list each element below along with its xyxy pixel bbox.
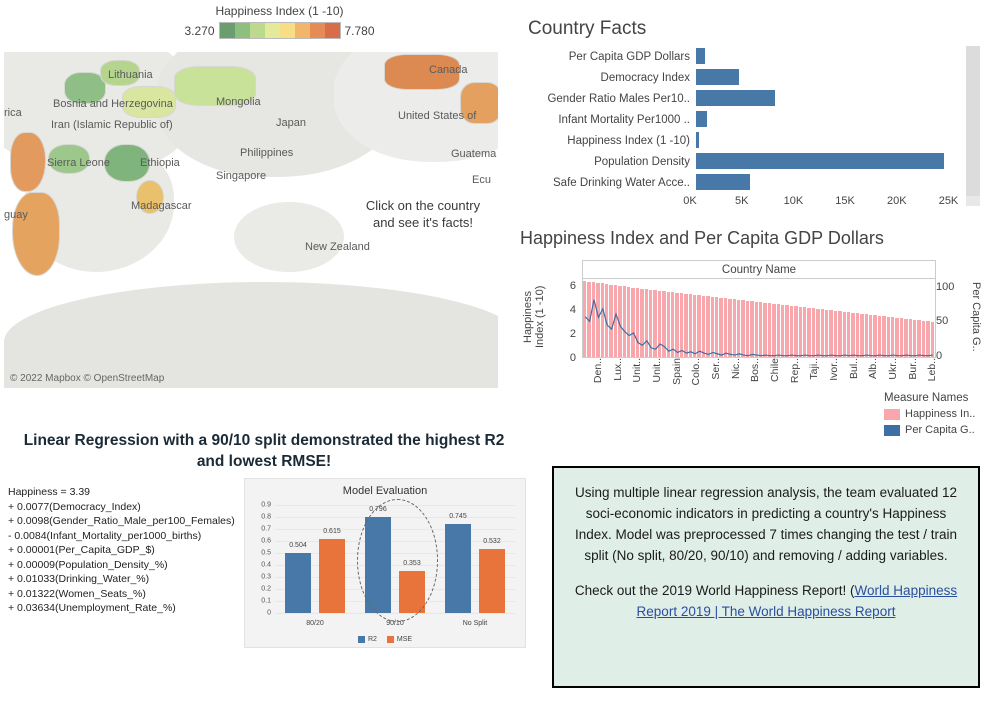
regression-equation-line: + 0.0098(Gender_Ratio_Male_per100_Females) bbox=[8, 515, 235, 527]
axis-tick-label: Bos.. bbox=[749, 358, 762, 382]
country-facts-row[interactable] bbox=[528, 130, 980, 151]
country-facts-bar[interactable] bbox=[696, 153, 944, 169]
legend-swatch bbox=[325, 23, 340, 38]
map-legend-max: 7.780 bbox=[344, 23, 375, 38]
axis-tick-label: 0.8 bbox=[261, 513, 271, 521]
happiness-gdp-chart-title: Happiness Index and Per Capita GDP Dollars bbox=[520, 228, 884, 248]
map-country-label: Canada bbox=[429, 64, 468, 76]
axis-tick-label: 2 bbox=[569, 327, 576, 340]
world-happiness-report-link[interactable]: World Happiness Report 2019 | The World Happiness Report bbox=[636, 583, 958, 619]
country-facts-bar[interactable] bbox=[696, 111, 707, 127]
country-facts-bar[interactable] bbox=[696, 69, 739, 85]
legend-item-label: Per Capita G.. bbox=[905, 424, 975, 436]
summary-link-prefix: Check out the 2019 World Happiness Report! ( bbox=[574, 583, 855, 598]
axis-tick-label: 80/20 bbox=[306, 620, 324, 627]
country-facts-bar-rows bbox=[528, 46, 980, 193]
legend-swatch bbox=[358, 636, 365, 643]
axis-tick-label: No Split bbox=[462, 620, 488, 627]
map-country-label: Bosnia and Herzegovina bbox=[53, 98, 173, 110]
axis-tick-label: Nic.. bbox=[729, 358, 742, 379]
map-country-label: Madagascar bbox=[131, 200, 192, 212]
map-country-label: Ethiopia bbox=[140, 157, 180, 169]
map-country-label: rica bbox=[4, 107, 22, 119]
model-evaluation-bar[interactable] bbox=[285, 541, 311, 613]
bar-value-label: 0.745 bbox=[449, 512, 467, 520]
regression-equation-line: + 0.01322(Women_Seats_%) bbox=[8, 587, 146, 600]
axis-tick-label: 0K bbox=[683, 195, 697, 207]
map-country-label: Ecu bbox=[472, 174, 491, 186]
legend-item[interactable] bbox=[884, 424, 982, 436]
combo-plot-area bbox=[582, 278, 936, 358]
regression-equation-line: + 0.0077(Democracy_Index) bbox=[8, 500, 141, 513]
model-evaluation-plot-area bbox=[275, 505, 515, 627]
country-facts-row-label: Democracy Index bbox=[600, 71, 690, 84]
country-facts-bar[interactable] bbox=[696, 90, 775, 106]
gdp-line bbox=[583, 279, 935, 357]
map-callout-text: Click on the country and see it's facts! bbox=[359, 197, 487, 231]
map-legend-min: 3.270 bbox=[184, 23, 215, 38]
country-facts-row-label: Population Density bbox=[594, 155, 690, 168]
axis-tick-label: 0.4 bbox=[261, 561, 271, 569]
map-legend-title: Happiness Index (1 -10) bbox=[215, 4, 344, 18]
country-facts-row-label: Safe Drinking Water Acce.. bbox=[553, 176, 690, 189]
country-facts-bar-track bbox=[696, 109, 980, 130]
country-shape[interactable] bbox=[10, 132, 46, 192]
regression-equation-line: + 0.00001(Per_Capita_GDP_$) bbox=[8, 544, 155, 556]
legend-swatch bbox=[280, 23, 295, 38]
country-shape[interactable] bbox=[12, 192, 60, 276]
legend-item-label: MSE bbox=[396, 636, 413, 643]
axis-tick-label: 6 bbox=[569, 280, 576, 292]
axis-tick-label: Colo.. bbox=[690, 358, 703, 386]
summary-link-line bbox=[572, 580, 960, 622]
country-facts-row[interactable] bbox=[528, 67, 980, 88]
legend-swatch bbox=[250, 23, 265, 38]
country-facts-bar[interactable] bbox=[696, 48, 705, 64]
map-country-label: Sierra Leone bbox=[47, 157, 110, 169]
measure-names-legend[interactable] bbox=[884, 392, 982, 440]
scrollbar-thumb[interactable] bbox=[966, 46, 980, 196]
model-evaluation-bar[interactable] bbox=[479, 538, 505, 613]
highlight-ellipse bbox=[357, 499, 438, 622]
model-evaluation-group bbox=[435, 505, 515, 627]
map-country-label: United States of bbox=[398, 110, 477, 122]
map-country-label: Lithuania bbox=[108, 69, 153, 81]
model-evaluation-title: Model Evaluation bbox=[342, 485, 428, 497]
country-facts-row[interactable] bbox=[528, 109, 980, 130]
map-country-label: Guatema bbox=[451, 148, 497, 160]
country-facts-row-label: Happiness Index (1 -10) bbox=[567, 134, 690, 147]
axis-tick-label: 10K bbox=[783, 195, 804, 207]
country-facts-row[interactable] bbox=[528, 46, 980, 67]
model-evaluation-legend bbox=[245, 636, 525, 643]
country-facts-bar-track bbox=[696, 67, 980, 88]
combo-column-header: Country Name bbox=[582, 260, 936, 279]
axis-tick-label: 0.2 bbox=[261, 585, 271, 593]
axis-tick-label: Taji.. bbox=[808, 358, 821, 380]
axis-tick-label: 0.7 bbox=[261, 525, 271, 533]
combo-secondary-y-axis-ticks bbox=[934, 278, 960, 362]
legend-swatch bbox=[884, 425, 900, 436]
legend-swatch bbox=[387, 636, 394, 643]
legend-swatch bbox=[884, 409, 900, 420]
axis-tick-label: 0.3 bbox=[261, 573, 271, 581]
map-country-label: Singapore bbox=[216, 170, 267, 182]
country-facts-row-label: Infant Mortality Per1000 .. bbox=[558, 113, 690, 126]
regression-equation-line: + 0.01033(Drinking_Water_%) bbox=[8, 573, 150, 585]
country-facts-bar-track bbox=[696, 130, 980, 151]
axis-tick-label: Rep.. bbox=[788, 358, 801, 384]
combo-secondary-y-axis-label: Per Capita G.. bbox=[970, 282, 982, 352]
country-facts-row-label: Per Capita GDP Dollars bbox=[568, 50, 690, 63]
map-country-label: Philippines bbox=[240, 147, 294, 159]
combo-y-axis-ticks bbox=[548, 278, 580, 364]
regression-equation-line: + 0.03634(Unemployment_Rate_%) bbox=[8, 602, 176, 614]
country-facts-row[interactable] bbox=[528, 88, 980, 109]
model-evaluation-chart[interactable] bbox=[244, 478, 526, 648]
axis-tick-label: 0 bbox=[569, 351, 576, 364]
axis-tick-label: Unit.. bbox=[631, 358, 644, 383]
axis-tick-label: 90/10 bbox=[386, 620, 404, 627]
country-facts-bar-track bbox=[696, 151, 980, 172]
country-facts-bar-track bbox=[696, 46, 980, 67]
regression-equation-line: Happiness = 3.39 bbox=[8, 486, 91, 498]
legend-item-label: Happiness In.. bbox=[905, 408, 976, 420]
country-facts-bar-track bbox=[696, 172, 980, 193]
model-evaluation-group bbox=[275, 505, 355, 627]
map-country-label: New Zealand bbox=[305, 241, 370, 253]
country-facts-row[interactable] bbox=[528, 172, 980, 193]
axis-tick-label: Ivor.. bbox=[827, 358, 840, 381]
legend-item-label: R2 bbox=[367, 636, 377, 643]
axis-tick-label: 25K bbox=[938, 195, 959, 207]
axis-tick-label: Spain bbox=[670, 358, 683, 385]
legend-swatch bbox=[220, 23, 235, 38]
map-legend bbox=[182, 4, 377, 39]
model-evaluation-y-axis bbox=[249, 501, 273, 617]
measure-names-legend-title: Measure Names bbox=[884, 392, 969, 404]
country-facts-row[interactable] bbox=[528, 151, 980, 172]
legend-swatch bbox=[265, 23, 280, 38]
bar-value-label: 0.353 bbox=[403, 559, 421, 567]
axis-tick-label: 0.6 bbox=[261, 537, 271, 545]
axis-tick-label: 0.9 bbox=[261, 501, 271, 509]
axis-tick-label: 0 bbox=[936, 349, 943, 362]
axis-tick-label: 100 bbox=[936, 281, 955, 293]
axis-tick-label: Leb.. bbox=[926, 358, 939, 382]
axis-tick-label: Bur.. bbox=[906, 358, 919, 380]
model-evaluation-bar[interactable] bbox=[319, 528, 345, 613]
model-evaluation-bar[interactable] bbox=[445, 512, 471, 613]
axis-tick-label: Lux.. bbox=[611, 358, 624, 381]
regression-equation bbox=[8, 485, 236, 616]
axis-tick-label: Bul.. bbox=[847, 358, 860, 380]
landmass-australia bbox=[234, 202, 344, 272]
country-facts-scrollbar[interactable] bbox=[966, 46, 980, 206]
axis-tick-label: Alb.. bbox=[867, 358, 880, 380]
map-country-label: Iran (Islamic Republic of) bbox=[51, 119, 173, 131]
axis-tick-label: 20K bbox=[886, 195, 907, 207]
combo-y-axis-label: Happiness Index (1 -10) bbox=[522, 285, 546, 349]
country-facts-bar[interactable] bbox=[696, 174, 750, 190]
legend-item[interactable] bbox=[884, 408, 982, 420]
bar-value-label: 0.615 bbox=[323, 528, 341, 536]
map-country-label: guay bbox=[4, 209, 28, 221]
world-map[interactable] bbox=[4, 52, 498, 388]
bar-value-label: 0.532 bbox=[483, 538, 501, 546]
regression-equation-line: - 0.0084(Infant_Mortality_per1000_births) bbox=[8, 529, 202, 542]
combo-x-axis-ticks bbox=[582, 358, 939, 400]
axis-tick-label: 50 bbox=[936, 315, 949, 328]
legend-item bbox=[358, 636, 377, 643]
axis-tick-label: 15K bbox=[835, 195, 855, 207]
map-attribution: © 2022 Mapbox © OpenStreetMap bbox=[10, 373, 165, 384]
bar-value-label: 0.796 bbox=[369, 506, 387, 514]
country-facts-bar-track bbox=[696, 88, 980, 109]
axis-tick-label: 4 bbox=[569, 303, 576, 316]
summary-paragraph: Using multiple linear regression analysis, the team evaluated 12 soci-economic indicators in predicting a country's Happiness Index. Model was preprocessed 7 times changing the test / train split (No split, 80/20, 90/10) and removing / adding variables. bbox=[575, 485, 957, 563]
legend-swatch bbox=[310, 23, 325, 38]
axis-tick-label: 5K bbox=[734, 195, 749, 207]
axis-tick-label: Chile bbox=[768, 358, 781, 382]
regression-headline: Linear Regression with a 90/10 split demonstrated the highest R2 and lowest RMSE! bbox=[23, 432, 505, 470]
legend-swatch bbox=[235, 23, 250, 38]
happiness-gdp-chart[interactable] bbox=[522, 260, 982, 400]
axis-tick-label: 0.5 bbox=[261, 549, 271, 557]
legend-item bbox=[387, 636, 412, 643]
country-facts-row-label: Gender Ratio Males Per10.. bbox=[547, 92, 690, 105]
country-facts-title: Country Facts bbox=[528, 18, 647, 39]
country-facts-chart[interactable] bbox=[528, 46, 980, 206]
bar-value-label: 0.504 bbox=[289, 541, 307, 549]
axis-tick-label: Ser.. bbox=[709, 358, 722, 380]
axis-tick-label: 0 bbox=[267, 609, 271, 617]
map-country-label: Mongolia bbox=[216, 96, 261, 108]
axis-tick-label: Den.. bbox=[591, 358, 604, 384]
axis-tick-label: Unit.. bbox=[650, 358, 663, 383]
legend-swatch bbox=[295, 23, 310, 38]
country-facts-bar[interactable] bbox=[696, 132, 699, 148]
regression-equation-line: + 0.00009(Population_Density_%) bbox=[8, 558, 168, 571]
country-facts-x-axis bbox=[683, 193, 980, 211]
axis-tick-label: Ukr.. bbox=[886, 358, 899, 380]
summary-text-box bbox=[552, 466, 980, 688]
map-country-label: Japan bbox=[276, 117, 306, 129]
map-legend-color-ramp bbox=[219, 22, 341, 39]
measure-names-legend-items bbox=[884, 408, 982, 436]
axis-tick-label: 0.1 bbox=[261, 597, 271, 605]
